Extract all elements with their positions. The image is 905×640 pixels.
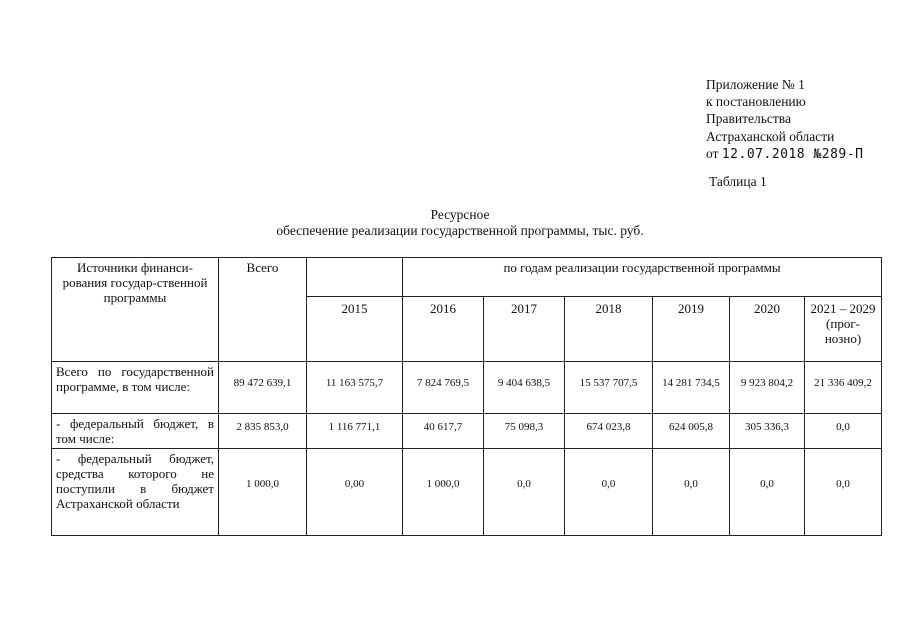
row-value: 0,0 [805, 414, 882, 449]
header-years-group: по годам реализации государственной программы [403, 258, 882, 297]
row-total: 2 835 853,0 [219, 414, 307, 449]
appendix-line-3: Правительства [706, 111, 791, 127]
header-empty-cell [307, 258, 403, 297]
caption-line-2: обеспечение реализации государственной программы, тыс. руб. [276, 223, 644, 238]
header-year: 2015 [307, 297, 403, 362]
row-source: Всего по государственной программе, в том числе: [52, 362, 219, 414]
row-value: 40 617,7 [403, 414, 484, 449]
appendix-line-2: к постановлению [706, 94, 806, 110]
row-value: 9 923 804,2 [730, 362, 805, 414]
appendix-block [706, 76, 896, 163]
row-value: 0,0 [484, 449, 565, 536]
row-value: 0,0 [653, 449, 730, 536]
appendix-date-stamp: 12.07.2018 №289-П [721, 146, 864, 162]
row-value: 0,0 [730, 449, 805, 536]
row-total: 89 472 639,1 [219, 362, 307, 414]
table-row [52, 362, 882, 414]
header-source: Источники финанси-рования государ-ственной программы [52, 258, 219, 362]
header-year: 2019 [653, 297, 730, 362]
row-value: 21 336 409,2 [805, 362, 882, 414]
appendix-line-1: Приложение № 1 [706, 77, 805, 92]
table-row [52, 449, 882, 536]
appendix-date-prefix: от [706, 145, 719, 161]
table-caption [230, 207, 690, 239]
row-value: 1 000,0 [403, 449, 484, 536]
row-value: 0,00 [307, 449, 403, 536]
row-value: 14 281 734,5 [653, 362, 730, 414]
row-value: 11 163 575,7 [307, 362, 403, 414]
header-total: Всего [219, 258, 307, 362]
header-year: 2017 [484, 297, 565, 362]
row-value: 624 005,8 [653, 414, 730, 449]
appendix-line-5 [706, 145, 896, 163]
row-value: 1 116 771,1 [307, 414, 403, 449]
row-value: 0,0 [805, 449, 882, 536]
resource-table [51, 257, 882, 536]
row-value: 75 098,3 [484, 414, 565, 449]
row-value: 305 336,3 [730, 414, 805, 449]
row-value: 674 023,8 [565, 414, 653, 449]
row-value: 7 824 769,5 [403, 362, 484, 414]
header-year: 2016 [403, 297, 484, 362]
header-year: 2020 [730, 297, 805, 362]
table-number: Таблица 1 [709, 174, 767, 189]
row-total: 1 000,0 [219, 449, 307, 536]
caption-line-1: Ресурсное [430, 207, 490, 222]
table-row [52, 414, 882, 449]
header-year: 2018 [565, 297, 653, 362]
row-source: - федеральный бюджет, средства которого не поступили в бюджет Астраханской области [52, 449, 219, 536]
row-value: 9 404 638,5 [484, 362, 565, 414]
row-value: 0,0 [565, 449, 653, 536]
row-value: 15 537 707,5 [565, 362, 653, 414]
appendix-line-4: Астраханской области [706, 128, 835, 144]
header-year: 2021 – 2029 (прог-нозно) [805, 297, 882, 362]
row-source: - федеральный бюджет, в том числе: [52, 414, 219, 449]
